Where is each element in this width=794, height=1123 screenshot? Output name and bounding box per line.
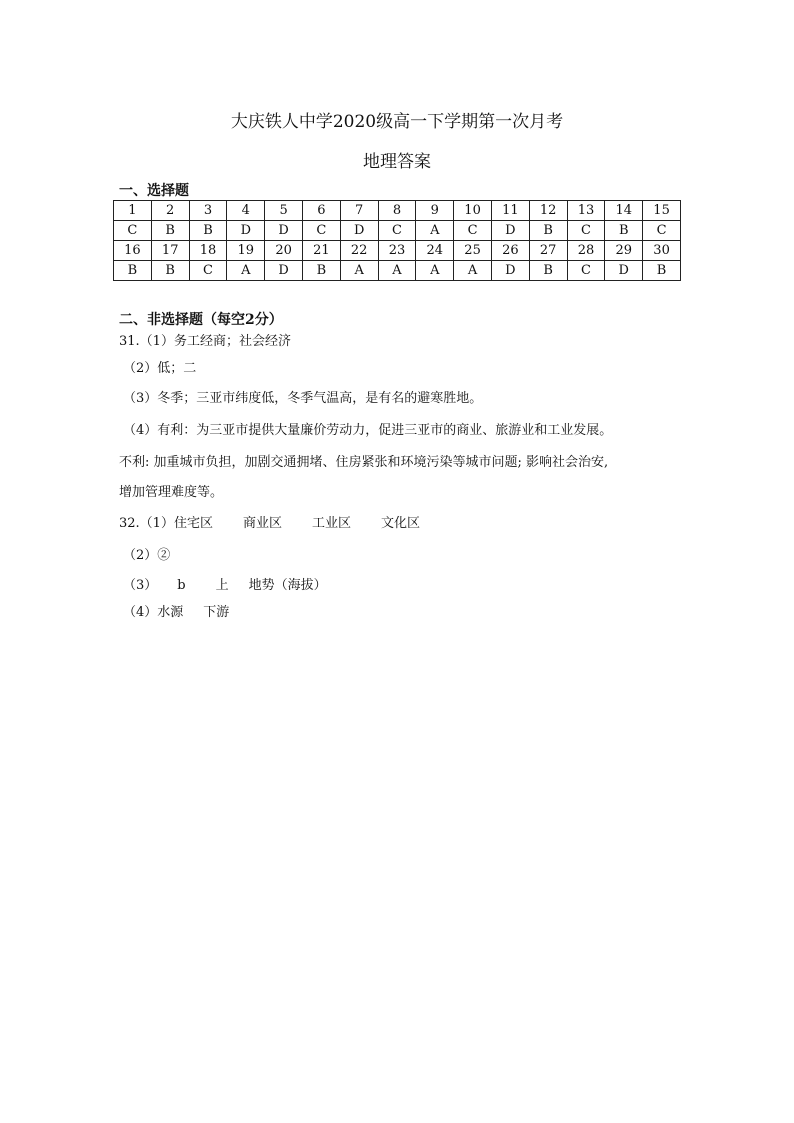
q32-part2-answer: ② (157, 548, 171, 563)
answer-table (113, 200, 681, 281)
question-number-cell: 5 (265, 201, 303, 221)
answer-cell: B (151, 221, 189, 241)
answer-cell: C (567, 261, 605, 281)
table-row-question-numbers (114, 241, 681, 261)
question-number-cell: 18 (189, 241, 227, 261)
q32-part3 (123, 574, 327, 593)
q32-part1-prefix: 32.（1） (119, 516, 174, 531)
q31-part4-cont: 不利: 加重城市负担，加剧交通拥堵、住房紧张和环境污染等城市问题; 影响社会治安, (119, 455, 609, 470)
q32-part3-answer-1: b (177, 578, 186, 593)
q32-part4-answer-2: 下游 (203, 605, 230, 620)
question-number-cell: 26 (491, 241, 529, 261)
answer-cell: C (114, 221, 152, 241)
answer-cell: C (302, 221, 340, 241)
answer-cell: C (378, 221, 416, 241)
q31-part2: （2）低；二 (123, 361, 197, 376)
question-number-cell: 8 (378, 201, 416, 221)
answer-cell: B (151, 261, 189, 281)
q31-part4-end: 增加管理难度等。 (119, 485, 224, 500)
q32-answer-residential: 住宅区 (173, 516, 213, 531)
question-number-cell: 12 (529, 201, 567, 221)
answer-cell: A (416, 261, 454, 281)
question-number-cell: 7 (340, 201, 378, 221)
question-number-cell: 1 (114, 201, 152, 221)
table-row-answers (114, 221, 681, 241)
question-number-cell: 9 (416, 201, 454, 221)
answer-cell: B (189, 221, 227, 241)
table-row-answers (114, 261, 681, 281)
answer-cell: D (265, 261, 303, 281)
answer-cell: C (567, 221, 605, 241)
question-number-cell: 15 (643, 201, 681, 221)
q31-part1: 31.（1）务工经商；社会经济 (119, 334, 291, 349)
question-number-cell: 20 (265, 241, 303, 261)
question-number-cell: 14 (605, 201, 643, 221)
answer-cell: A (416, 221, 454, 241)
q32-part3-prefix: （3） (123, 578, 158, 593)
answer-cell: B (529, 261, 567, 281)
answer-cell: A (378, 261, 416, 281)
q32-part3-answer-3: 地势（海拔） (248, 578, 327, 593)
answer-cell: B (643, 261, 681, 281)
q32-answer-commercial: 商业区 (242, 516, 282, 531)
question-number-cell: 30 (643, 241, 681, 261)
q32-part4-answer-1: 水源 (157, 605, 184, 620)
question-number-cell: 21 (302, 241, 340, 261)
table-row-question-numbers (114, 201, 681, 221)
q32-part3-answer-2: 上 (215, 578, 229, 593)
answer-cell: D (605, 261, 643, 281)
question-number-cell: 10 (454, 201, 492, 221)
q32-part1 (119, 512, 420, 531)
answer-cell: C (454, 221, 492, 241)
question-number-cell: 27 (529, 241, 567, 261)
document-subtitle: 地理答案 (363, 152, 431, 172)
answer-cell: D (491, 221, 529, 241)
document-title: 大庆铁人中学2020级高一下学期第一次月考 (230, 112, 564, 132)
answer-cell: D (340, 221, 378, 241)
question-number-cell: 25 (454, 241, 492, 261)
question-number-cell: 19 (227, 241, 265, 261)
q31-part4: （4）有利：为三亚市提供大量廉价劳动力，促进三亚市的商业、旅游业和工业发展。 (123, 423, 613, 438)
question-number-cell: 17 (151, 241, 189, 261)
question-number-cell: 6 (302, 201, 340, 221)
question-number-cell: 23 (378, 241, 416, 261)
answer-cell: A (340, 261, 378, 281)
question-number-cell: 24 (416, 241, 454, 261)
q32-part4-prefix: （4） (123, 605, 158, 620)
section-heading-free-response: 二、非选择题（每空2分） (119, 312, 283, 328)
q32-part2-prefix: （2） (123, 548, 158, 563)
q32-answer-industrial: 工业区 (311, 516, 351, 531)
answer-cell: B (114, 261, 152, 281)
question-number-cell: 22 (340, 241, 378, 261)
answer-cell: A (454, 261, 492, 281)
q32-part4 (123, 601, 229, 620)
answer-cell: D (227, 221, 265, 241)
question-number-cell: 13 (567, 201, 605, 221)
question-number-cell: 2 (151, 201, 189, 221)
question-number-cell: 3 (189, 201, 227, 221)
answer-cell: C (643, 221, 681, 241)
answer-cell: C (189, 261, 227, 281)
answer-cell: B (302, 261, 340, 281)
q32-answer-cultural: 文化区 (381, 516, 421, 531)
answer-cell: A (227, 261, 265, 281)
question-number-cell: 28 (567, 241, 605, 261)
question-number-cell: 11 (491, 201, 529, 221)
q32-part2 (123, 544, 170, 563)
section-heading-multiple-choice: 一、选择题 (119, 183, 189, 199)
answer-cell: D (265, 221, 303, 241)
question-number-cell: 29 (605, 241, 643, 261)
answer-cell: D (491, 261, 529, 281)
answer-cell: B (605, 221, 643, 241)
q31-part3: （3）冬季；三亚市纬度低，冬季气温高，是有名的避寒胜地。 (123, 391, 483, 406)
question-number-cell: 16 (114, 241, 152, 261)
answer-cell: B (529, 221, 567, 241)
question-number-cell: 4 (227, 201, 265, 221)
